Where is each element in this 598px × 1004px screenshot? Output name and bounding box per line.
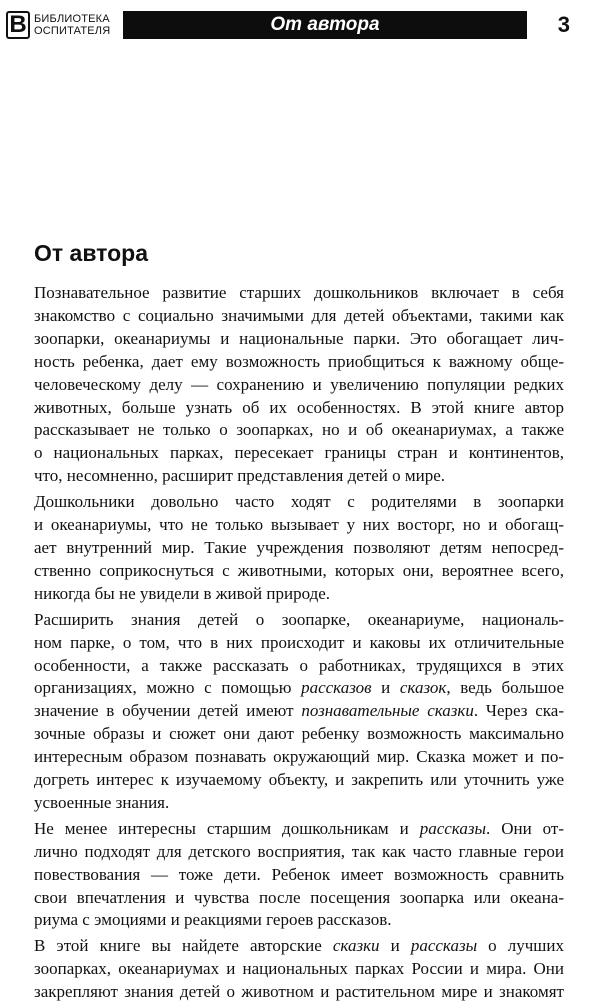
text-line: что, несомненно, расширит представления детей о мире. — [34, 466, 446, 486]
text-line: Расширить знания детей о зоопарке, океанариуме, националь- — [34, 609, 564, 629]
page-header — [6, 8, 592, 42]
italic-term: рассказы — [419, 818, 486, 838]
text-line: животных, больше узнать об их особенностях. В этой книге автор — [34, 397, 564, 417]
text-run: и — [379, 936, 411, 956]
text-line: знакомство с социально значимыми для детей объектами, такими как — [34, 305, 564, 325]
text-line: лично подходят для детского восприятия, так как часто главные герои — [34, 841, 564, 861]
text-line: рассказывает не только о зоопарках, но и об океанариумах, а также — [34, 420, 564, 440]
text-run: о лучших — [477, 936, 564, 956]
text-line: зоопарках, океанариумах и национальных парках России и мира. Они — [34, 959, 564, 979]
text-line — [34, 282, 564, 305]
logo-line-1: БИБЛИОТЕКА — [34, 13, 110, 25]
text-line: повествования — тоже дети. Ребенок имеет возможность сравнить — [34, 864, 564, 884]
running-title: От автора — [123, 11, 527, 39]
text-run: и — [371, 678, 400, 698]
text-line: ном парке, о том, что в них происходит и каковы их отличительные — [34, 632, 564, 652]
text-line: свои впечатления и чувства после посещения зоопарка или океана- — [34, 887, 564, 907]
p1-l1: Познавательное развитие старших дошкольников включает в себя — [34, 283, 564, 302]
text-line: зочные образы и сюжет они дают ребенку возможность максимально — [34, 724, 564, 744]
logo-text — [34, 13, 110, 37]
text-line: и океанариумы, что не только вызывает у них восторг, но и обогащ- — [34, 515, 564, 535]
text-line — [34, 935, 564, 958]
text-run: организациях, можно с помощью — [34, 678, 302, 698]
italic-term: познавательные сказки — [301, 701, 474, 721]
text-run: , ведь большое — [446, 678, 564, 698]
text-line: интересным образом познавать окружающий мир. Сказка может и по- — [34, 747, 564, 767]
text-line — [34, 818, 564, 841]
text-line: Дошкольники довольно часто ходят с родителями в зоопарки — [34, 492, 564, 512]
text-run: . Через ска- — [473, 701, 564, 721]
text-run: значение в обучении детей имеют — [34, 701, 302, 721]
logo-line-2: ОСПИТАТЕЛЯ — [34, 25, 111, 37]
italic-term: сказок — [399, 678, 447, 698]
series-logo — [6, 8, 110, 42]
text-line: ает внутренний мир. Такие учреждения позволяют детям непосред- — [34, 537, 564, 557]
italic-term: сказки — [332, 936, 380, 956]
text-run: Не менее интересны старшим дошкольникам и — [34, 818, 420, 838]
text-line: зоопарки, океанариумы и национальные парки. Это обогащает лич- — [34, 328, 564, 348]
text-run: В этой книге вы найдете авторские — [34, 936, 333, 956]
body-text — [34, 282, 564, 1004]
text-line: усвоенные знания. — [34, 792, 170, 812]
text-line: ственно соприкоснуться с животными, которых они, вероятнее всего, — [34, 560, 564, 580]
italic-term: рассказы — [410, 936, 478, 956]
text-line: догреть интерес к изучаемому объекту, и закрепить или уточнить уже — [34, 770, 564, 790]
italic-term: рассказов — [301, 678, 372, 698]
text-line: никогда бы не увидели в живой природе. — [34, 583, 331, 603]
text-line: ность ребенка, дает ему возможность приобщиться к важному обще- — [34, 351, 564, 371]
text-run: . Они от- — [485, 818, 564, 838]
text-line: особенности, а также рассказать о работниках, трудящихся в этих — [34, 655, 564, 675]
section-heading: От автора — [34, 240, 149, 266]
text-line: риума с эмоциями и реакциями героев рассказов. — [34, 910, 392, 930]
logo-letter: В — [6, 11, 30, 39]
text-line — [34, 677, 564, 700]
text-line: человеческому делу — сохранению и увеличению популяции редких — [34, 374, 564, 394]
page-number: 3 — [557, 12, 570, 37]
text-line: о национальных парках, пересекает границы стран и континентов, — [34, 443, 564, 463]
text-line: закрепляют знания детей о животном и растительном мире и знакомят — [34, 982, 564, 1002]
text-line — [34, 700, 564, 723]
